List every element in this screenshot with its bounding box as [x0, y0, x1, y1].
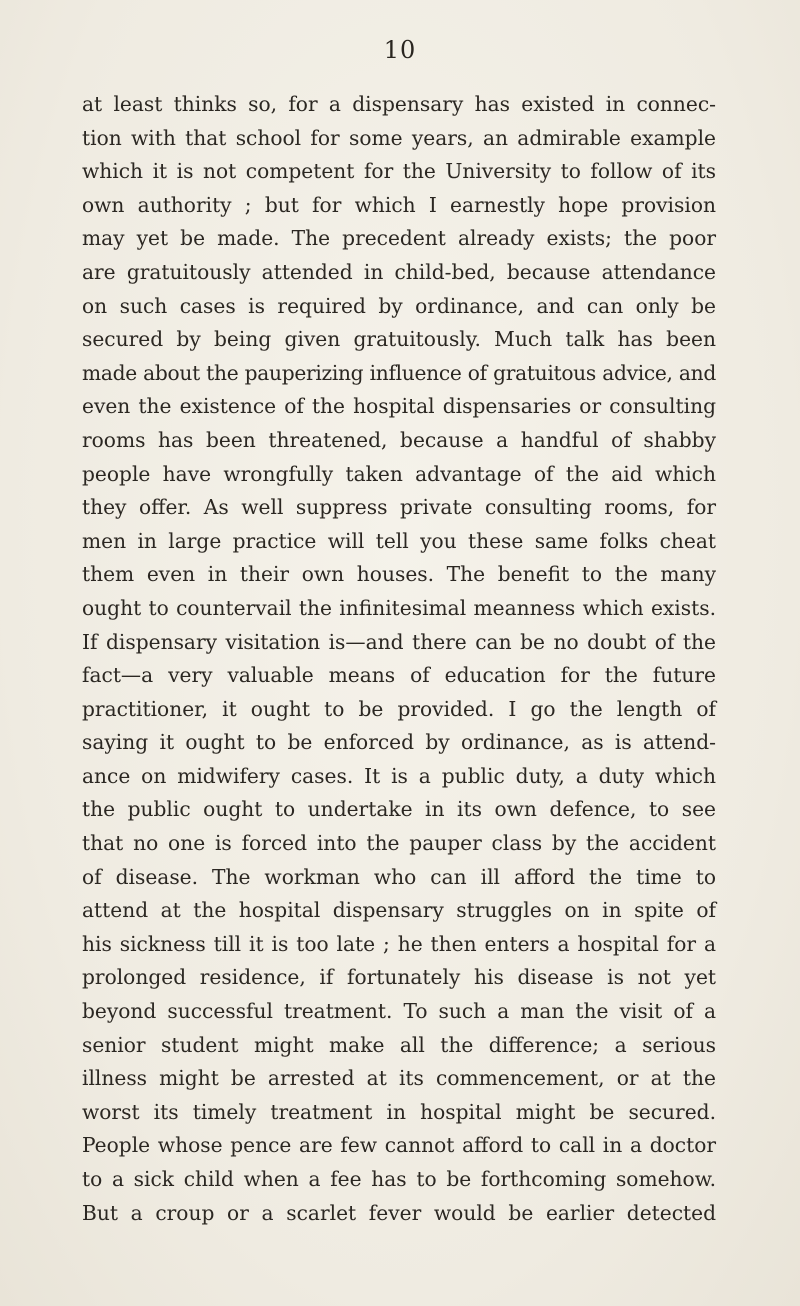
text-line: People whose pence are few cannot afford to call in a doctor — [82, 1133, 716, 1158]
text-line: senior student might make all the difference; a serious — [82, 1032, 716, 1057]
text-line: his sickness till it is too late ; he then enters a hospital for a — [82, 931, 716, 956]
text-line: the public ought to undertake in its own defence, to see — [82, 797, 716, 822]
text-line: to a sick child when a fee has to be forthcoming somehow. — [82, 1167, 716, 1191]
text-line: secured by being given gratuitously. Much talk has been — [82, 327, 716, 352]
text-line: But a croup or a scarlet fever would be earlier detected — [82, 1200, 716, 1225]
text-line: that no one is forced into the pauper class by the accident — [82, 831, 716, 856]
text-line: fact—a very valuable means of education for the future — [82, 663, 716, 688]
text-line: practitioner, it ought to be provided. I go the length of — [82, 696, 716, 721]
text-line: worst its timely treatment in hospital might be secured. — [82, 1099, 716, 1124]
text-line: are gratuitously attended in child-bed, because attendance — [82, 259, 716, 284]
page-number: 10 — [383, 36, 417, 64]
text-line: people have wrongfully taken advantage of the aid which — [82, 461, 716, 486]
text-line: they offer. As well suppress private consulting rooms, for — [82, 495, 716, 520]
text-line: ance on midwifery cases. It is a public duty, a duty which — [82, 763, 716, 788]
text-line: prolonged residence, if fortunately his disease is not yet — [82, 965, 716, 990]
text-line: on such cases is required by ordinance, and can only be — [82, 293, 716, 318]
text-line: beyond successful treatment. To such a man the visit of a — [82, 999, 716, 1024]
text-line: attend at the hospital dispensary struggles on in spite of — [82, 898, 716, 923]
text-line: ought to countervail the infinitesimal meanness which exists. — [82, 595, 716, 620]
text-line: made about the pauperizing influence of gratuitous advice, and — [82, 360, 716, 385]
text-line: illness might be arrested at its commencement, or at the — [82, 1066, 716, 1091]
text-line: saying it ought to be enforced by ordinance, as is attend- — [82, 730, 716, 755]
text-line: rooms has been threatened, because a handful of shabby — [82, 427, 716, 452]
text-line: own authority ; but for which I earnestly hope provision — [82, 192, 716, 217]
text-line: If dispensary visitation is—and there can be no doubt of the — [82, 629, 716, 654]
text-line: even the existence of the hospital dispensaries or consulting — [82, 394, 716, 419]
text-line: them even in their own houses. The benefit to the many — [82, 562, 716, 587]
text-line: may yet be made. The precedent already exists; the poor — [82, 226, 716, 251]
text-line: which it is not competent for the University to follow of its — [82, 159, 716, 184]
text-line: at least thinks so, for a dispensary has existed in connec- — [82, 92, 716, 116]
text-line: men in large practice will tell you these same folks cheat — [82, 528, 716, 553]
text-line: of disease. The workman who can ill afford the time to — [82, 864, 716, 889]
body-text — [82, 88, 716, 1230]
text-line: tion with that school for some years, an admirable example — [82, 125, 716, 150]
